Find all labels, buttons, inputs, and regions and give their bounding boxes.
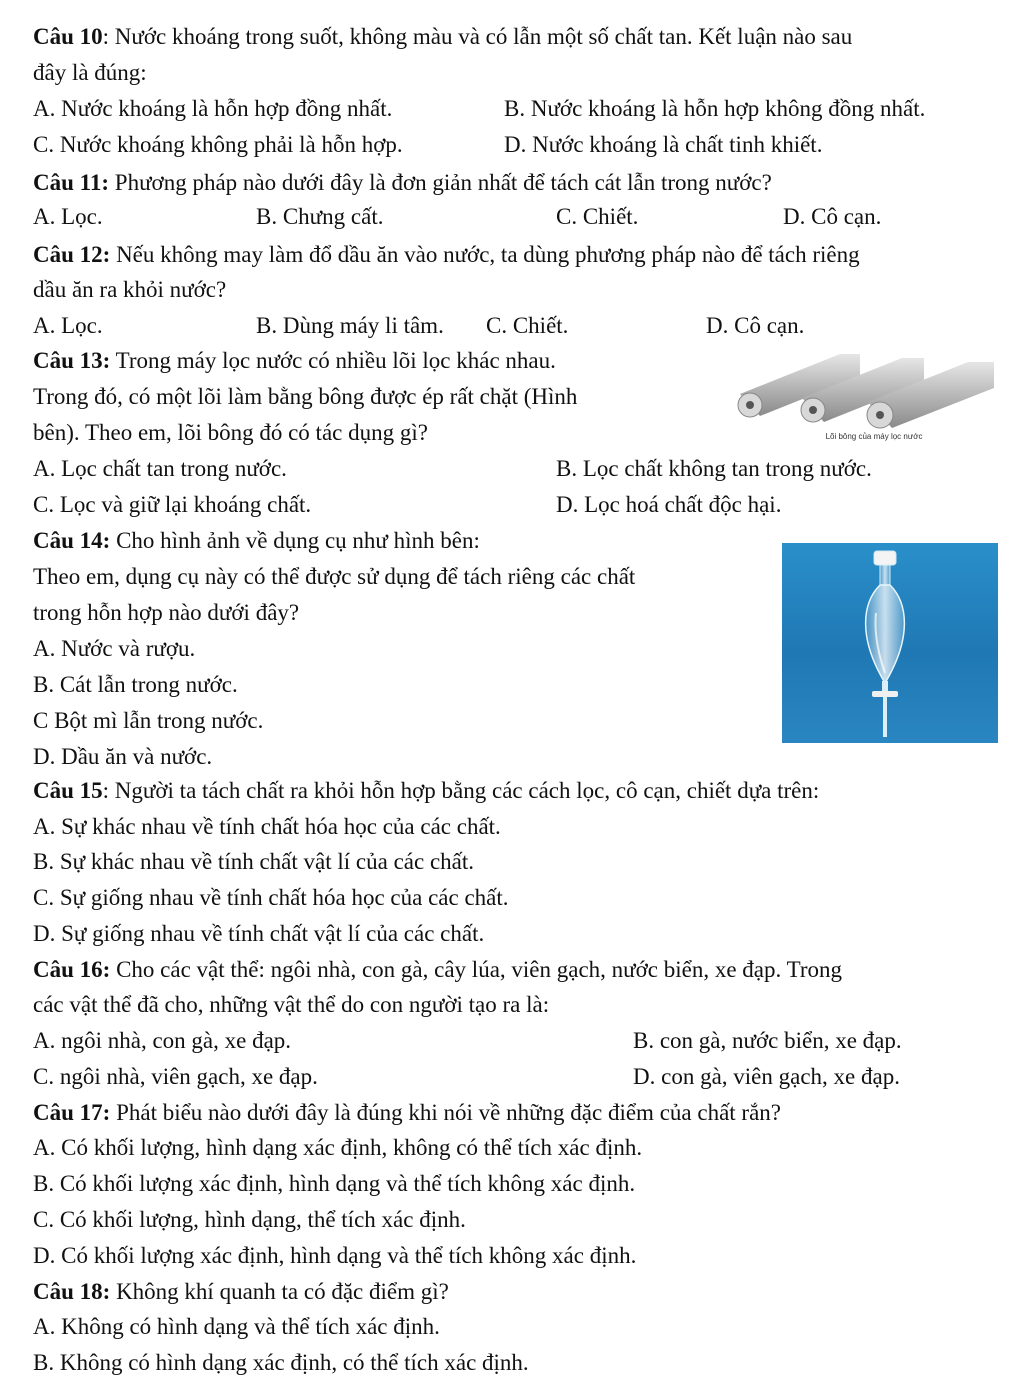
- q11-stem-line-1: Câu 11: Phương pháp nào dưới đây là đơn giản nhất để tách cát lẫn trong nước?: [33, 170, 772, 195]
- q14-number: Câu 14:: [33, 528, 111, 553]
- q14-option-a: A. Nước và rượu.: [33, 636, 196, 661]
- q17-option-d: D. Có khối lượng xác định, hình dạng và thể tích không xác định.: [33, 1243, 637, 1268]
- q17-number: Câu 17:: [33, 1100, 111, 1125]
- q13-stem-line-1: Câu 13: Trong máy lọc nước có nhiều lõi lọc khác nhau.: [33, 348, 556, 373]
- q16-stem-line-1: Câu 16: Cho các vật thể: ngôi nhà, con gà, cây lúa, viên gạch, nước biển, xe đạp. Trong: [33, 957, 842, 982]
- q15-option-a: A. Sự khác nhau về tính chất hóa học của các chất.: [33, 814, 501, 839]
- q12-number: Câu 12:: [33, 242, 111, 267]
- q14-option-d: D. Dầu ăn và nước.: [33, 744, 213, 769]
- q16-option-a: A. ngôi nhà, con gà, xe đạp.: [33, 1028, 292, 1053]
- q17-option-a: A. Có khối lượng, hình dạng xác định, không có thể tích xác định.: [33, 1135, 643, 1160]
- q15-option-c: C. Sự giống nhau về tính chất hóa học của các chất.: [33, 885, 509, 910]
- separatory-funnel-illustration: [782, 543, 998, 743]
- q13-stem-line-2: Trong đó, có một lõi làm bằng bông được ép rất chặt (Hình: [33, 384, 578, 409]
- q13-option-d: D. Lọc hoá chất độc hại.: [556, 492, 782, 517]
- q18-stem-line-1: Câu 18: Không khí quanh ta có đặc điểm gì?: [33, 1279, 449, 1304]
- q13-option-b: B. Lọc chất không tan trong nước.: [556, 456, 872, 481]
- q10-stem-line-1: Câu 10: Nước khoáng trong suốt, không màu và có lẫn một số chất tan. Kết luận nào sau: [33, 24, 853, 49]
- q12-option-c: C. Chiết.: [486, 313, 569, 338]
- q10-option-a: A. Nước khoáng là hỗn hợp đồng nhất.: [33, 96, 393, 121]
- separatory-funnel: [866, 551, 905, 737]
- q10-number: Câu 10: [33, 24, 103, 49]
- q15-option-d: D. Sự giống nhau về tính chất vật lí của các chất.: [33, 921, 485, 946]
- q17-stem-line-1: Câu 17: Phát biểu nào dưới đây là đúng khi nói về những đặc điểm của chất rắn?: [33, 1100, 781, 1125]
- q16-option-c: C. ngôi nhà, viên gạch, xe đạp.: [33, 1064, 318, 1089]
- q13-number: Câu 13:: [33, 348, 111, 373]
- filter-image-caption: Lõi bông của máy lọc nước: [825, 432, 923, 441]
- q14-stem-line-3: trong hỗn hợp nào dưới đây?: [33, 600, 300, 625]
- separatory-funnel-image: [782, 543, 998, 743]
- q13-option-c: C. Lọc và giữ lại khoáng chất.: [33, 492, 312, 517]
- q11-option-d: D. Cô cạn.: [783, 204, 882, 229]
- q10-option-d: D. Nước khoáng là chất tinh khiết.: [504, 132, 823, 157]
- q12-stem-line-2: dầu ăn ra khỏi nước?: [33, 277, 227, 302]
- q12-stem-line-1: Câu 12: Nếu không may làm đổ dầu ăn vào nước, ta dùng phương pháp nào để tách riêng: [33, 242, 860, 267]
- q17-option-b: B. Có khối lượng xác định, hình dạng và thể tích không xác định.: [33, 1171, 636, 1196]
- q14-option-c: C Bột mì lẫn trong nước.: [33, 708, 264, 733]
- q12-option-b: B. Dùng máy li tâm.: [256, 313, 444, 338]
- q17-option-c: C. Có khối lượng, hình dạng, thể tích xác định.: [33, 1207, 466, 1232]
- q18-option-b: B. Không có hình dạng xác định, có thể tích xác định.: [33, 1350, 529, 1375]
- q16-option-b: B. con gà, nước biển, xe đạp.: [633, 1028, 902, 1053]
- q13-option-a: A. Lọc chất tan trong nước.: [33, 456, 287, 481]
- q16-stem-line-2: các vật thể đã cho, những vật thể do con người tạo ra là:: [33, 992, 550, 1017]
- q11-number: Câu 11:: [33, 170, 110, 195]
- q15-option-b: B. Sự khác nhau về tính chất vật lí của các chất.: [33, 849, 474, 874]
- q14-stem-line-1: Câu 14: Cho hình ảnh về dụng cụ như hình bên:: [33, 528, 480, 553]
- q14-stem-line-2: Theo em, dụng cụ này có thể được sử dụng để tách riêng các chất: [33, 564, 636, 589]
- q16-option-d: D. con gà, viên gạch, xe đạp.: [633, 1064, 900, 1089]
- q10-option-c: C. Nước khoáng không phải là hỗn hợp.: [33, 132, 403, 157]
- q10-stem-line-2: đây là đúng:: [33, 60, 147, 85]
- q11-option-b: B. Chưng cất.: [256, 204, 384, 229]
- filter-cartridges-image: [732, 346, 1004, 446]
- q15-number: Câu 15: [33, 778, 103, 803]
- q13-stem-line-3: bên). Theo em, lõi bông đó có tác dụng gì?: [33, 420, 428, 445]
- q11-option-a: A. Lọc.: [33, 204, 103, 229]
- filter-cartridges-illustration: [732, 346, 1004, 446]
- q12-option-d: D. Cô cạn.: [706, 313, 805, 338]
- q10-option-b: B. Nước khoáng là hỗn hợp không đồng nhất.: [504, 96, 926, 121]
- q12-option-a: A. Lọc.: [33, 313, 103, 338]
- q15-stem-line-1: Câu 15: Người ta tách chất ra khỏi hỗn hợp bằng các cách lọc, cô cạn, chiết dựa trên:: [33, 778, 820, 803]
- q16-number: Câu 16:: [33, 957, 111, 982]
- q18-option-a: A. Không có hình dạng và thể tích xác định.: [33, 1314, 440, 1339]
- q14-option-b: B. Cát lẫn trong nước.: [33, 672, 238, 697]
- q11-option-c: C. Chiết.: [556, 204, 639, 229]
- q18-number: Câu 18:: [33, 1279, 111, 1304]
